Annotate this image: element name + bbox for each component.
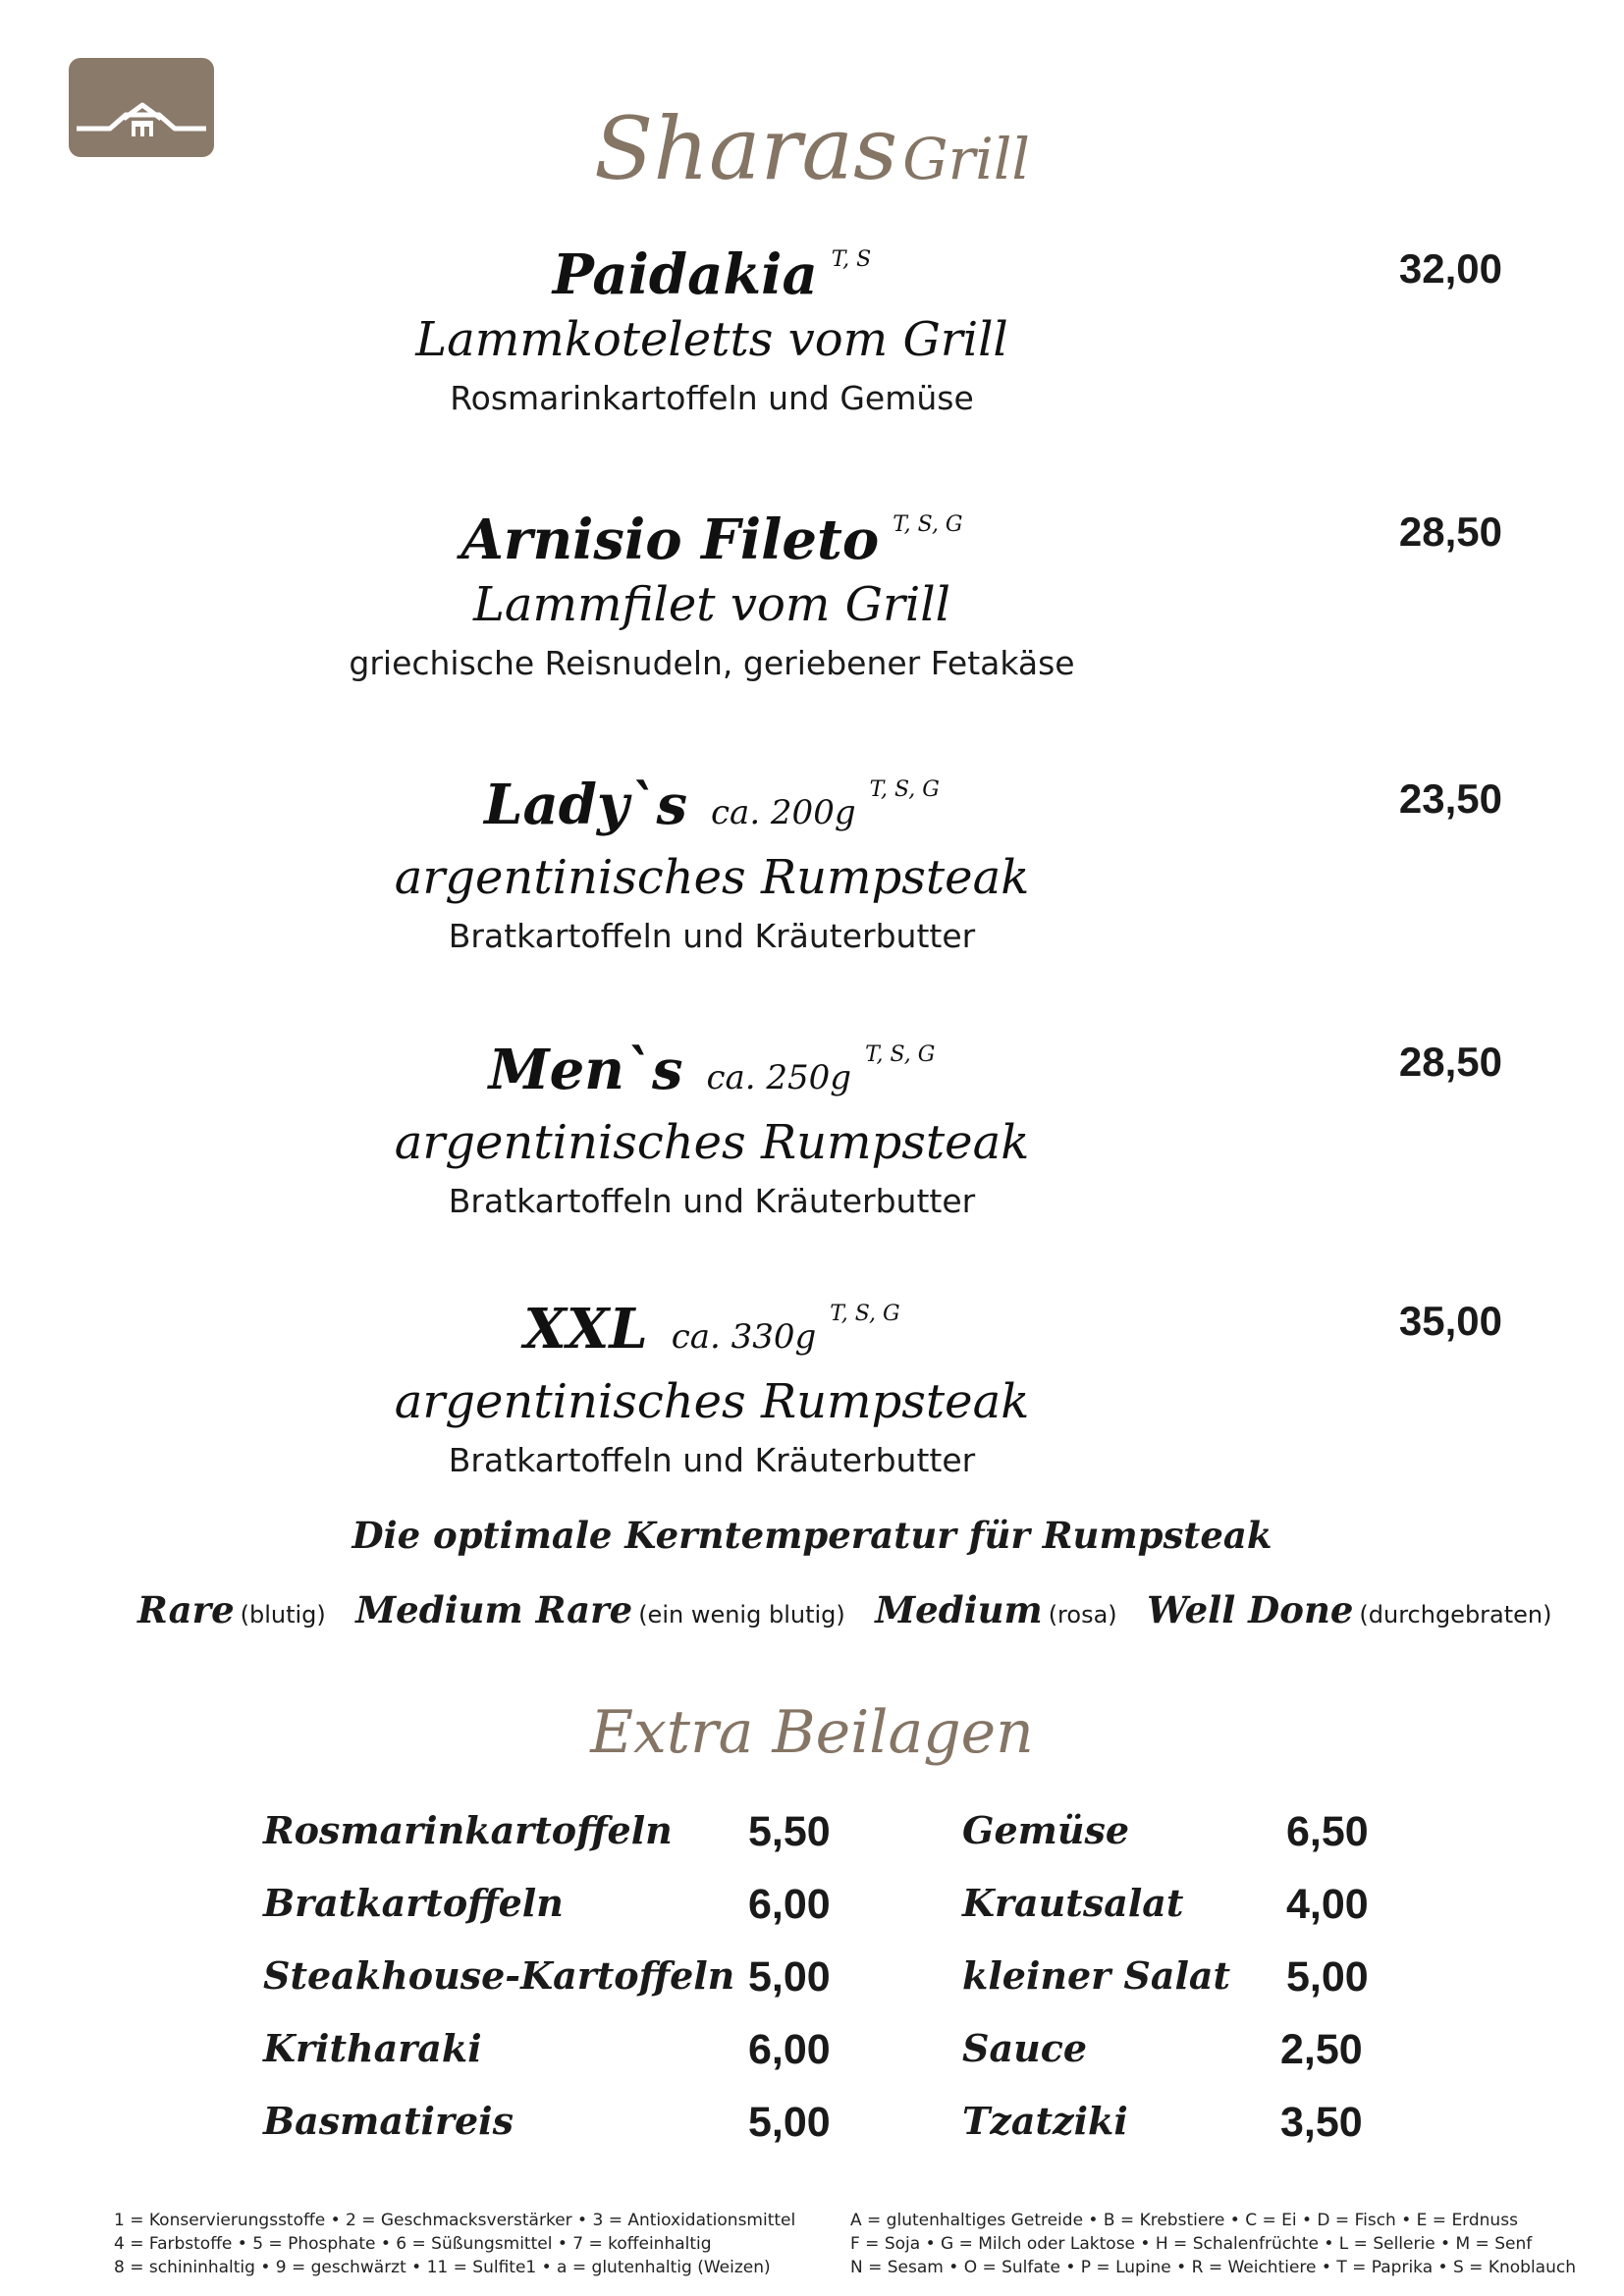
temp-level-note: (ein wenig blutig) — [638, 1601, 845, 1629]
side-price: 5,00 — [748, 1953, 831, 2001]
dish-price: 23,50 — [1398, 775, 1502, 822]
dish-item — [295, 1023, 1129, 1224]
dish-subtitle: argentinisches Rumpsteak — [394, 850, 1030, 905]
legend-line: 8 = schininhaltig • 9 = geschwärzt • 11 = Sulfite1 • a = glutenhaltig (Weizen) — [114, 2258, 771, 2277]
dish-subtitle: argentinisches Rumpsteak — [394, 1115, 1030, 1170]
dish-subtitle: argentinisches Rumpsteak — [394, 1374, 1030, 1429]
side-price: 5,50 — [748, 1808, 831, 1855]
dish-allergens: T, S, G — [865, 1042, 936, 1067]
dish-item — [295, 493, 1129, 686]
dish-allergens: T, S, G — [893, 512, 963, 537]
side-name: Gemüse — [962, 1808, 1130, 1852]
dish-price: 35,00 — [1398, 1298, 1502, 1344]
dish-allergens: T, S, G — [830, 1302, 900, 1326]
side-name: Sauce — [962, 2026, 1088, 2070]
dish-allergens: T, S — [831, 247, 872, 272]
temp-level-label: Medium Rare — [355, 1588, 633, 1631]
title-main: Sharas — [594, 98, 898, 199]
side-price: 6,00 — [748, 2026, 831, 2073]
dish-name: Men`s — [488, 1038, 683, 1102]
dish-name: Arnisio Fileto — [460, 507, 880, 572]
side-price: 5,00 — [1286, 1953, 1369, 2001]
dish-price: 32,00 — [1398, 245, 1502, 292]
side-price: 6,00 — [748, 1881, 831, 1928]
temp-level-label: Well Done — [1147, 1588, 1354, 1631]
dish-item — [295, 758, 1129, 959]
dish-description: Bratkartoffeln und Kräuterbutter — [448, 1182, 976, 1220]
side-price: 5,00 — [748, 2099, 831, 2146]
temp-level-note: (blutig) — [240, 1601, 326, 1629]
dish-description: griechische Reisnudeln, geriebener Fetakäse — [349, 644, 1075, 682]
dish-description: Bratkartoffeln und Kräuterbutter — [448, 1441, 976, 1479]
temp-level-label: Rare — [137, 1588, 235, 1631]
dish-subtitle: Lammfilet vom Grill — [473, 577, 950, 632]
side-price: 6,50 — [1286, 1808, 1369, 1855]
additives-legend — [114, 2209, 795, 2279]
temp-level-label: Medium — [875, 1588, 1043, 1631]
side-name: Kritharaki — [263, 2026, 482, 2070]
dish-name: Lady`s — [484, 773, 687, 837]
core-temp-heading: Die optimale Kerntemperatur für Rumpsteak — [352, 1514, 1272, 1557]
dish-description: Bratkartoffeln und Kräuterbutter — [448, 917, 976, 955]
legend-line: A = glutenhaltiges Getreide • B = Krebstiere • C = Ei • D = Fisch • E = Erdnuss — [850, 2211, 1518, 2230]
temp-level-note: (rosa) — [1048, 1601, 1117, 1629]
dish-item — [295, 1282, 1129, 1483]
extras-title: Extra Beilagen — [590, 1698, 1034, 1767]
page-title — [0, 98, 1624, 199]
legend-line: 1 = Konservierungsstoffe • 2 = Geschmacksverstärker • 3 = Antioxidationsmittel — [114, 2211, 796, 2230]
dish-weight: ca. 330g — [671, 1317, 817, 1357]
core-temp-levels — [137, 1588, 1578, 1631]
legend-line: N = Sesam • O = Sulfate • P = Lupine • R = Weichtiere • T = Paprika • S = Knoblauch — [850, 2258, 1576, 2277]
dish-item — [295, 228, 1129, 421]
dish-name: Paidakia — [552, 242, 818, 307]
side-name: Rosmarinkartoffeln — [263, 1808, 673, 1852]
side-price: 3,50 — [1280, 2099, 1363, 2146]
dish-weight: ca. 250g — [706, 1058, 852, 1097]
legend-line: F = Soja • G = Milch oder Laktose • H = Schalenfrüchte • L = Sellerie • M = Senf — [850, 2234, 1533, 2254]
dish-price: 28,50 — [1398, 508, 1502, 555]
dish-description: Rosmarinkartoffeln und Gemüse — [450, 379, 974, 417]
legend-line: 4 = Farbstoffe • 5 = Phosphate • 6 = Süßungsmittel • 7 = koffeinhaltig — [114, 2234, 712, 2254]
dish-subtitle: Lammkoteletts vom Grill — [415, 312, 1008, 367]
side-name: Basmatireis — [263, 2099, 514, 2143]
temp-level-note: (durchgebraten) — [1359, 1601, 1552, 1629]
side-price: 4,00 — [1286, 1881, 1369, 1928]
allergens-legend — [850, 2209, 1576, 2279]
side-name: Bratkartoffeln — [263, 1881, 564, 1925]
side-name: Tzatziki — [962, 2099, 1128, 2143]
side-name: Steakhouse-Kartoffeln — [263, 1953, 735, 1998]
dish-price: 28,50 — [1398, 1039, 1502, 1085]
title-sub: Grill — [902, 126, 1030, 192]
dish-allergens: T, S, G — [869, 777, 940, 802]
dish-name: XXL — [523, 1297, 648, 1362]
dish-weight: ca. 200g — [711, 793, 856, 832]
side-name: Krautsalat — [962, 1881, 1184, 1925]
side-name: kleiner Salat — [962, 1953, 1231, 1998]
side-price: 2,50 — [1280, 2026, 1363, 2073]
